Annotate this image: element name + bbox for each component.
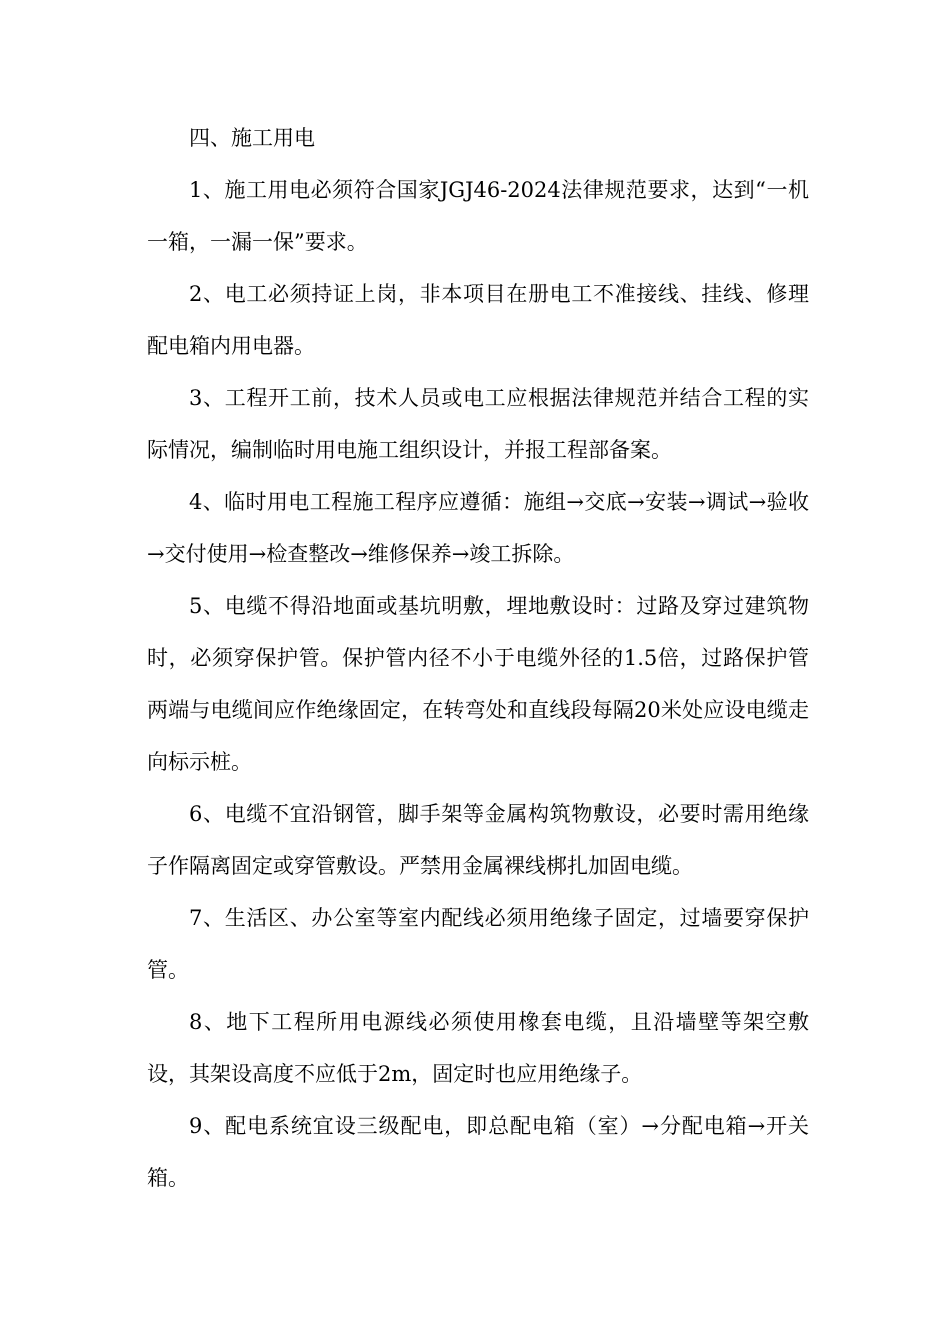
paragraph-3: 3、工程开工前，技术人员或电工应根据法律规范并结合工程的实际情况，编制临时用电施工组织设计，并报工程部备案。: [147, 386, 809, 462]
paragraph-4: 4、临时用电工程施工程序应遵循：施组→交底→安装→调试→验收→交付使用→检查整改→维修保养→竣工拆除。: [147, 490, 809, 566]
paragraph-6: 6、电缆不宜沿钢管，脚手架等金属构筑物敷设，必要时需用绝缘子作隔离固定或穿管敷设。严禁用金属裸线梆扎加固电缆。: [147, 802, 809, 878]
paragraph-5: 5、电缆不得沿地面或基坑明敷，埋地敷设时：过路及穿过建筑物时，必须穿保护管。保护管内径不小于电缆外径的1.5倍，过路保护管两端与电缆间应作绝缘固定，在转弯处和直线段每隔20米处应设电缆走向标示桩。: [147, 594, 809, 774]
paragraph-7: 7、生活区、办公室等室内配线必须用绝缘子固定，过墙要穿保护管。: [147, 906, 809, 982]
document-body: [147, 112, 809, 1204]
paragraph-9: 9、配电系统宜设三级配电，即总配电箱（室）→分配电箱→开关箱。: [147, 1114, 809, 1190]
paragraph-2: 2、电工必须持证上岗，非本项目在册电工不准接线、挂线、修理配电箱内用电器。: [147, 282, 809, 358]
paragraph-1: 1、施工用电必须符合国家JGJ46-2024法律规范要求，达到“一机一箱，一漏一保”要求。: [147, 178, 809, 254]
section-heading: 四、施工用电: [189, 126, 315, 150]
paragraph-8: 8、地下工程所用电源线必须使用橡套电缆，且沿墙壁等架空敷设，其架设高度不应低于2m，固定时也应用绝缘子。: [147, 1010, 809, 1086]
